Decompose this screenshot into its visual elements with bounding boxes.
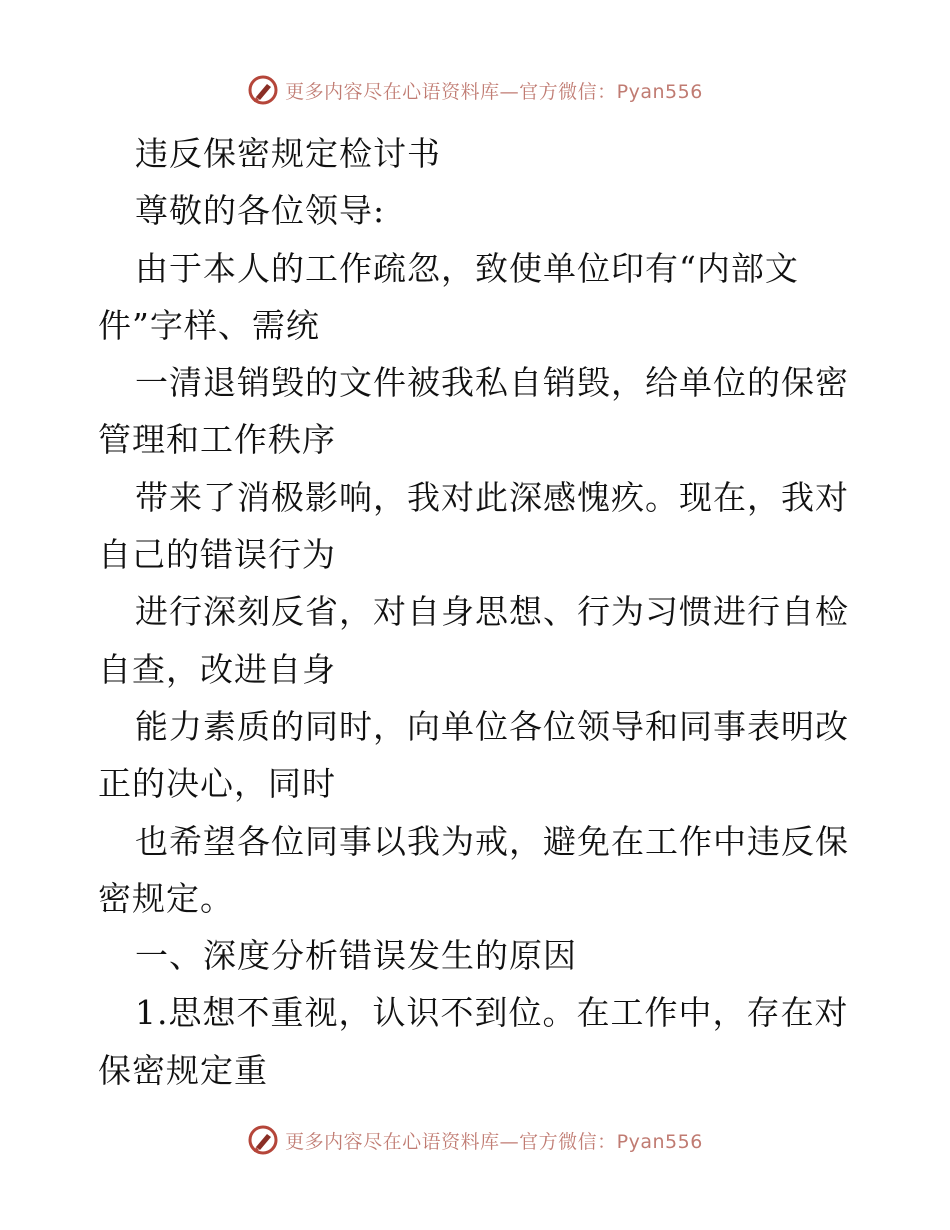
- header-banner: [0, 70, 950, 110]
- header-banner-wechat-id: Pyan556: [616, 80, 703, 103]
- footer-banner-text-cn: 更多内容尽在心语资料库—官方微信：: [285, 1130, 617, 1153]
- paragraph-line: 保密规定重: [98, 1050, 268, 1090]
- document-title: 违反保密规定检讨书: [135, 134, 441, 173]
- footer-banner-text: [285, 1127, 703, 1154]
- paragraph-line: 能力素质的同时，向单位各位领导和同事表明改: [135, 706, 849, 746]
- salutation: 尊敬的各位领导:: [135, 191, 386, 231]
- paragraph-line: 由于本人的工作疏忽，致使单位印有“内部文: [135, 248, 799, 288]
- paragraph-line: 自查，改进自身: [98, 649, 336, 689]
- header-banner-text-cn: 更多内容尽在心语资料库—官方微信：: [285, 80, 617, 103]
- paragraph-line: 也希望各位同事以我为戒，避免在工作中违反保: [135, 821, 849, 861]
- paragraph-line: 进行深刻反省，对自身思想、行为习惯进行自检: [135, 592, 849, 632]
- paragraph-line: 密规定。: [98, 878, 234, 918]
- header-banner-text: [285, 77, 703, 104]
- section-heading: 一、深度分析错误发生的原因: [135, 936, 577, 976]
- pen-circle-logo-icon: [247, 1124, 279, 1156]
- paragraph-line: 自己的错误行为: [98, 535, 336, 575]
- paragraph-line: 正的决心，同时: [98, 764, 336, 804]
- document-body: [98, 125, 858, 1099]
- paragraph-line: 管理和工作秩序: [98, 420, 336, 460]
- footer-banner-wechat-id: Pyan556: [616, 1130, 703, 1153]
- pen-circle-logo-icon: [247, 74, 279, 106]
- footer-banner: [0, 1120, 950, 1160]
- paragraph-line: 件”字样、需统: [98, 305, 320, 345]
- paragraph-line: 1.思想不重视，认识不到位。在工作中，存在对: [135, 993, 849, 1033]
- paragraph-line: 一清退销毁的文件被我私自销毁，给单位的保密: [135, 363, 849, 403]
- paragraph-line: 带来了消极影响，我对此深感愧疚。现在，我对: [135, 477, 849, 517]
